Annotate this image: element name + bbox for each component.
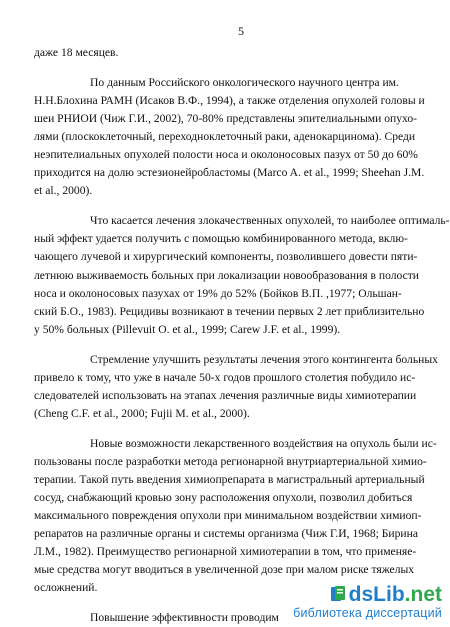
text-line: шеи РНИОИ (Чиж Г.И., 2002), 70-80% представлены эпителиальными опухо- (34, 112, 418, 126)
paragraph-first-line: Повышение эффективности проводим (90, 611, 279, 625)
text-line: летнюю выживаемость больных при локализации новообразования в полости (34, 268, 420, 282)
text-line: максимального повреждения опухоли при минимальном воздействии химиоп- (34, 509, 422, 523)
text-line: осложнений. (34, 581, 98, 595)
watermark-logo (293, 584, 442, 606)
text-line: приходится на долю эстезионейробластомы (Marco A. et al., 1999; Sheehan J.M. (34, 166, 425, 180)
text-line: неэпителиальных опухолей полости носа и околоносовых пазух от 50 до 60% (34, 148, 418, 162)
text-line: ный эффект удается получить с помощью комбинированного метода, вклю- (34, 232, 408, 246)
watermark-logo-prefix: dsLib (348, 583, 405, 606)
text-line: ский Б.О., 1983). Рецидивы возникают в течении первых 2 лет приблизительно (34, 304, 425, 318)
text-line: (Cheng C.F. et al., 2000; Fujii M. et al., 2000). (34, 406, 250, 420)
watermark (293, 584, 442, 620)
text-line: пользованы после разработки метода регионарной внутриартериальной химио- (34, 454, 427, 468)
paragraph-first-line: По данным Российского онкологического научного центра им. (90, 76, 399, 90)
text-line: репаратов на различные органы и системы организма (Чиж Г.И, 1968; Бирина (34, 527, 418, 541)
text-line: мые средства могут вводиться в увеличенной дозе при малом риске тяжелых (34, 563, 415, 577)
watermark-logo-suffix: .net (404, 583, 442, 606)
text-line: Л.М., 1982). Преимущество регионарной химиотерапии в том, что применяе- (34, 545, 417, 559)
book-icon (330, 585, 346, 603)
document-body (34, 44, 450, 627)
text-line: чающего лучевой и хирургический компоненты, позволившего довести пяти- (34, 250, 418, 264)
paragraph-first-line: Что касается лечения злокачественных опухолей, то наиболее оптималь- (90, 214, 450, 228)
watermark-subtitle: библиотека диссертаций (293, 606, 442, 620)
paragraph-first-line: Стремление улучшить результаты лечения этого контингента больных (90, 352, 438, 366)
text-line: у 50% больных (Pillevuit O. et al., 1999; Carew J.F. et al., 1999). (34, 322, 341, 336)
paragraph-first-line: Новые возможности лекарственного воздействия на опухоль были ис- (90, 436, 437, 450)
text-line: даже 18 месяцев. (34, 46, 119, 59)
page-number: 5 (238, 24, 244, 38)
text-line: Н.Н.Блохина РАМН (Исаков В.Ф., 1994), а также отделения опухолей головы и (34, 94, 425, 108)
text-line: сосуд, снабжающий кровью зону расположения опухоли, позволил добиться (34, 491, 413, 505)
text-line: следователей использовать на этапах лечения различные виды химиотерапии (34, 388, 417, 402)
text-line: лями (плоскоклеточный, переходноклеточный раки, аденокарцинома). Среди (34, 130, 416, 144)
text-line: носа и околоносовых пазухах от 19% до 52% (Бойков В.П. ,1977; Ольшан- (34, 286, 402, 300)
text-line: привело к тому, что уже в начале 50-х годов прошлого столетия побудило ис- (34, 370, 416, 384)
text-line: терапии. Такой путь введения химиопрепарата в магистральный артериальный (34, 472, 425, 486)
text-line: et al., 2000). (34, 184, 93, 198)
